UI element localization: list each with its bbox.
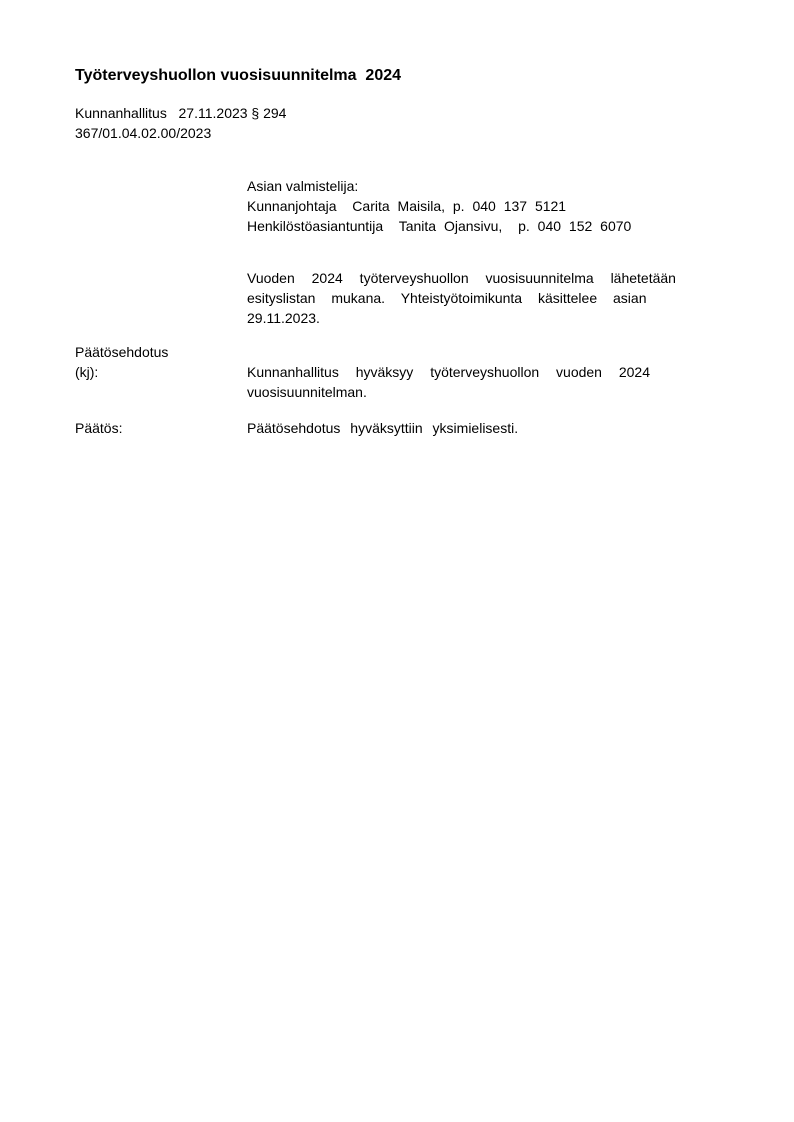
committee-date-line: Kunnanhallitus 27.11.2023 § 294 [75, 105, 287, 121]
preparer-line: Henkilöstöasiantuntija Tanita Ojansivu, p. 040 152 6070 [247, 218, 632, 234]
decision-label: Päätös: [75, 420, 123, 436]
proposal-text-line: Kunnanhallitus hyväksyy työterveyshuollon vuoden 2024 [247, 364, 651, 380]
intro-line: 29.11.2023. [247, 310, 320, 326]
case-header [75, 103, 286, 143]
proposal-text-line: vuosisuunnitelman. [247, 384, 367, 400]
preparer-section [247, 176, 631, 236]
page-title: Työterveyshuollon vuosisuunnitelma 2024 [75, 67, 402, 84]
proposal-label-line: (kj): [75, 364, 99, 380]
decision-text: Päätösehdotus hyväksyttiin yksimielisesti. [247, 420, 519, 436]
proposal-text [247, 362, 687, 402]
intro-line: esityslistan mukana. Yhteistyötoimikunta käsittelee asian [247, 290, 647, 306]
intro-paragraph [247, 268, 676, 328]
preparer-heading: Asian valmistelija: [247, 178, 359, 194]
diary-number: 367/01.04.02.00/2023 [75, 125, 212, 141]
preparer-line: Kunnanjohtaja Carita Maisila, p. 040 137 5121 [247, 198, 567, 214]
proposal-label-line: Päätösehdotus [75, 344, 169, 360]
intro-line: Vuoden 2024 työterveyshuollon vuosisuunnitelma lähetetään [247, 270, 676, 286]
proposal-label [75, 342, 168, 382]
